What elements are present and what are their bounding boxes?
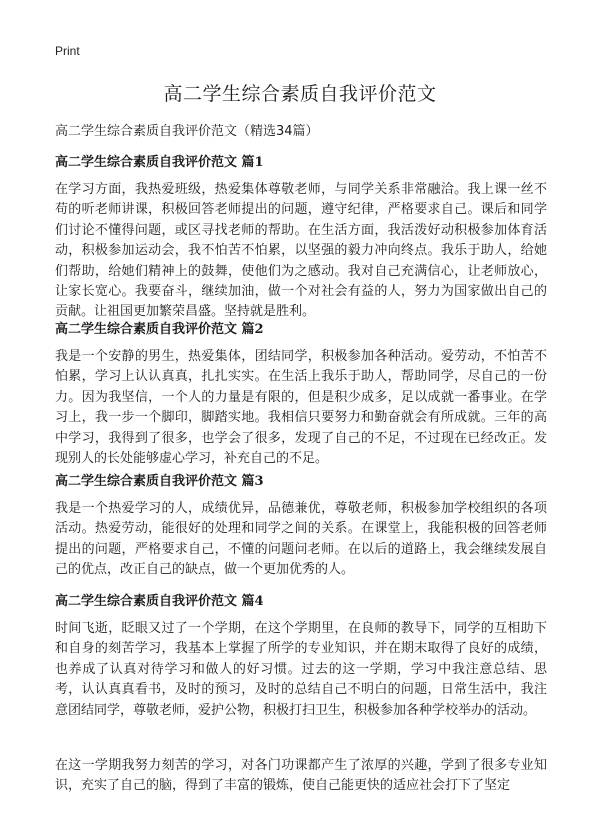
section-paragraph-4: 时间飞逝，眨眼又过了一个学期，在这个学期里，在良师的教导下，同学的互相助下和自身的刻苦学习，我基本上掌握了所学的专业知识，并在期末取得了良好的成绩，也养成了认真对待学习和做人的好习惯。过去的这一学期，学习中我注意总结、思考，认认真真看书，及时的预习，及时的总结自己不明白的问题，日常生活中，我注意团结同学，尊敬老师，爱护公物，积极打扫卫生，积极参加各种学校举办的活动。: [55, 621, 547, 718]
section-paragraph-2: 我是一个安静的男生，热爱集体，团结同学，积极参加各种活动。爱劳动，不怕苦不怕累，学习上认认真真，扎扎实实。在生活上我乐于助人，帮助同学，尽自己的一份力。因为我坚信，一个人的力量是有限的，但是积少成多，足以成就一番事业。在学习上，我一步一个脚印，脚踏实地。我相信只要努力和勤奋就会有所成就。三年的高中学习，我得到了很多，也学会了很多，发现了自己的不足，不过现在已经改正。发现别人的长处能够虚心学习，补充自己的不足。: [55, 349, 547, 467]
section-paragraph-4b: 在这一学期我努力刻苦的学习，对各门功课都产生了浓厚的兴趣，学到了很多专业知识，充实了自己的脑，得到了丰富的锻炼，使自己能更快的适应社会打下了坚定: [55, 758, 547, 794]
document-subtitle: 高二学生综合素质自我评价范文（精选34篇）: [55, 124, 319, 139]
section-heading-4: 高二学生综合素质自我评价范文 篇4: [55, 594, 264, 609]
section-heading-2: 高二学生综合素质自我评价范文 篇2: [55, 322, 264, 337]
print-link[interactable]: Print: [55, 44, 80, 58]
page-title: 高二学生综合素质自我评价范文: [163, 83, 437, 105]
section-heading-1: 高二学生综合素质自我评价范文 篇1: [55, 155, 264, 170]
section-paragraph-1: 在学习方面，我热爱班级，热爱集体尊敬老师，与同学关系非常融洽。我上课一丝不苟的听老师讲课，积极回答老师提出的问题，遵守纪律，严格要求自己。课后和同学们讨论不懂得问题，或区寻找老师的帮助。在生活方面，我活泼好动积极参加体育活动，积极参加运动会，我不怕苦不怕累，以坚强的毅力冲向终点。我乐于助人，给她们帮助，给她们精神上的鼓舞，使他们为之感动。我对自己充满信心，让老师放心，让家长宽心。我要奋斗，继续加油，做一个对社会有益的人，努力为国家做出自己的贡献。让祖国更加繁荣昌盛。坚持就是胜利。: [55, 182, 547, 320]
section-paragraph-3: 我是一个热爱学习的人，成绩优异，品德兼优，尊敬老师，积极参加学校组织的各项活动。热爱劳动，能很好的处理和同学之间的关系。在课堂上，我能积极的回答老师提出的问题，严格要求自己，不懂的问题问老师。在以后的道路上，我会继续发展自己的优点，改正自己的缺点，做一个更加优秀的人。: [55, 501, 547, 578]
section-heading-3: 高二学生综合素质自我评价范文 篇3: [55, 474, 264, 489]
